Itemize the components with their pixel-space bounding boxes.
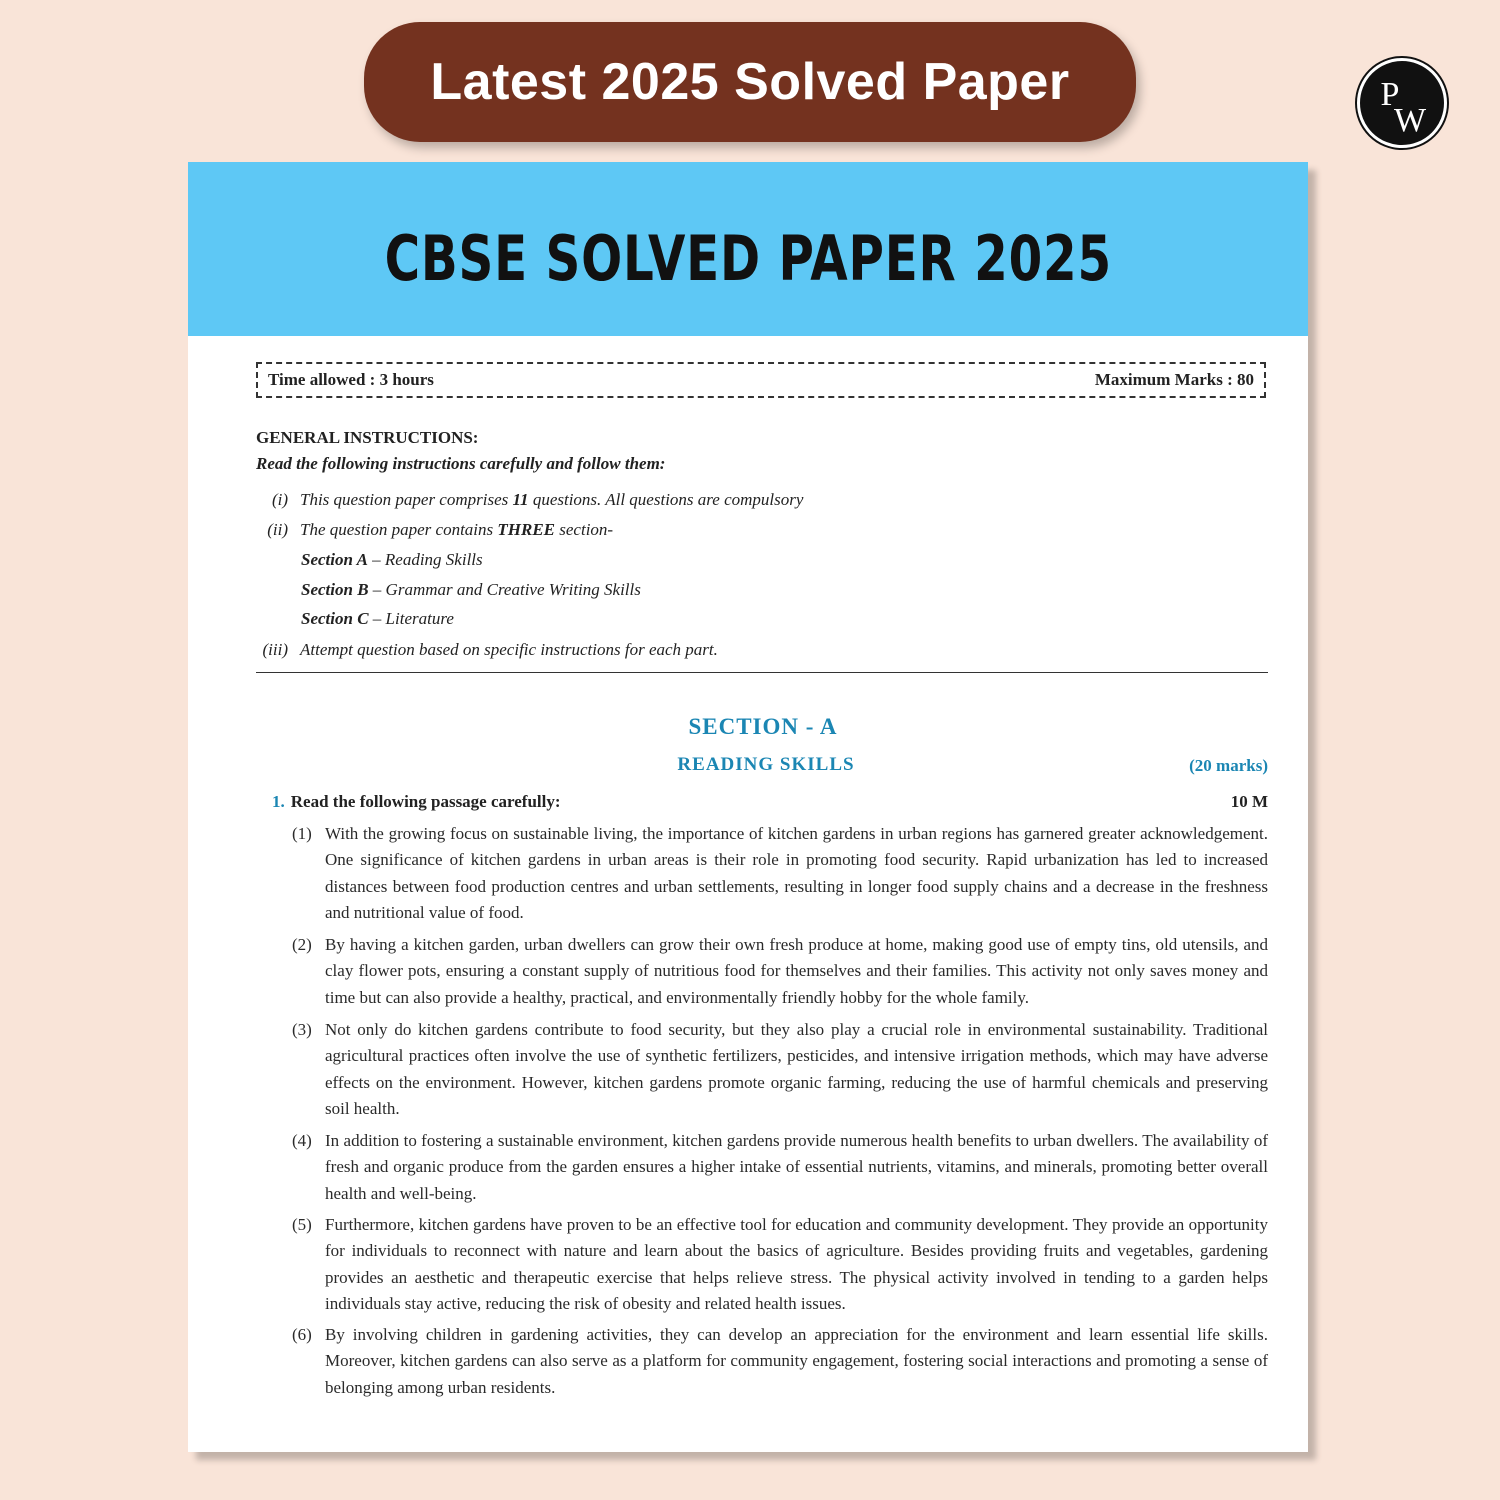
paragraph-number: (1) <box>292 824 312 843</box>
question-text: Read the following passage carefully: <box>290 792 561 811</box>
section-name: Section B <box>301 580 369 599</box>
general-instructions-subtitle: Read the following instructions carefully and follow them: <box>256 454 666 473</box>
instruction-number: (iii) <box>262 640 288 659</box>
section-desc: – Reading Skills <box>367 550 483 569</box>
exam-meta-box <box>256 362 1266 398</box>
question-1 <box>272 792 561 812</box>
title-banner <box>364 22 1136 142</box>
instruction-text: section- <box>555 520 614 539</box>
instruction-bold: THREE <box>497 520 556 539</box>
time-allowed: Time allowed : 3 hours <box>268 370 434 389</box>
passage-paragraph <box>292 821 1268 926</box>
section-name: Section A <box>301 550 368 569</box>
paragraph-number: (2) <box>292 935 312 954</box>
instruction-item <box>256 640 718 660</box>
section-list-item <box>301 609 454 629</box>
paragraph-text: Furthermore, kitchen gardens have proven to be an effective tool for education and community development. They provide an opportunity for individuals to reconnect with nature and learn about the basics of agriculture. Besides providing fruits and vegetables, gardening provides an aesthetic and therapeutic exercise that helps relieve stress. The physical activity involved in tending to a garden helps individuals stay active, reducing the risk of obesity and related health issues. <box>325 1215 1268 1313</box>
paragraph-number: (5) <box>292 1215 312 1234</box>
section-list-item <box>301 580 641 600</box>
question-number: 1. <box>272 792 285 811</box>
pw-logo <box>1357 58 1447 148</box>
svg-text:W: W <box>1393 102 1427 139</box>
instruction-text: questions. All questions are compulsory <box>528 490 804 509</box>
instruction-item <box>256 490 803 510</box>
section-marks: (20 marks) <box>1189 756 1268 775</box>
passage-paragraph <box>292 1322 1268 1401</box>
passage-paragraph <box>292 1017 1268 1122</box>
instruction-text: This question paper comprises <box>300 490 513 509</box>
passage-paragraph <box>292 1128 1268 1207</box>
instruction-number: (i) <box>271 490 288 509</box>
instruction-text: Attempt question based on specific instructions for each part. <box>300 640 718 659</box>
svg-text:P: P <box>1380 76 1400 113</box>
section-subheading: READING SKILLS <box>677 754 855 775</box>
section-list-item <box>301 550 483 570</box>
paragraph-text: With the growing focus on sustainable living, the importance of kitchen gardens in urban regions has garnered greater acknowledgement. One significance of kitchen gardens in urban areas is their role in promoting food security. Rapid urbanization has led to increased distances between food production centres and urban settlements, resulting in longer food supply chains and a decrease in the freshness and nutritional value of food. <box>325 824 1268 922</box>
paragraph-text: By having a kitchen garden, urban dwellers can grow their own fresh produce at home, making good use of empty tins, old utensils, and clay flower pots, ensuring a constant supply of nutritious food for themselves and their families. This activity not only saves money and time but can also provide a healthy, practical, and environmentally friendly hobby for the whole family. <box>325 935 1268 1007</box>
instruction-text: The question paper contains <box>300 520 498 539</box>
banner-text: Latest 2025 Solved Paper <box>430 53 1070 111</box>
maximum-marks: Maximum Marks : 80 <box>1094 370 1254 389</box>
section-heading: SECTION - A <box>688 714 838 739</box>
exam-paper <box>188 162 1308 1452</box>
section-name: Section C <box>301 609 369 628</box>
section-desc: – Grammar and Creative Writing Skills <box>368 580 641 599</box>
pw-logo-icon <box>1360 61 1444 145</box>
paragraph-text: Not only do kitchen gardens contribute to food security, but they also play a crucial role in environmental sustainability. Traditional agricultural practices often involve the use of synthetic fertilizers, pesticides, and intensive irrigation methods, which may have adverse effects on the environment. However, kitchen gardens promote organic farming, reducing the use of harmful chemicals and preserving soil health. <box>325 1020 1268 1118</box>
paper-header <box>188 162 1308 336</box>
instruction-bold: 11 <box>512 490 529 509</box>
section-desc: – Literature <box>368 609 454 628</box>
paragraph-number: (6) <box>292 1325 312 1344</box>
instruction-item <box>256 520 613 540</box>
instruction-number: (ii) <box>267 520 288 539</box>
paragraph-text: In addition to fostering a sustainable environment, kitchen gardens provide numerous health benefits to urban dwellers. The availability of fresh and organic produce from the garden ensures a higher intake of essential nutrients, vitamins, and minerals, promoting better overall health and well-being. <box>325 1131 1268 1203</box>
paper-title: CBSE SOLVED PAPER 2025 <box>384 221 1112 295</box>
general-instructions-title: GENERAL INSTRUCTIONS: <box>256 428 479 447</box>
question-marks: 10 M <box>1230 792 1268 811</box>
passage-paragraph <box>292 932 1268 1011</box>
paragraph-text: By involving children in gardening activities, they can develop an appreciation for the environment and learn essential life skills. Moreover, kitchen gardens can also serve as a platform for community engagement, fostering social interactions and promoting a sense of belonging among urban residents. <box>325 1325 1268 1397</box>
divider <box>256 672 1268 673</box>
paragraph-number: (3) <box>292 1020 312 1039</box>
paragraph-number: (4) <box>292 1131 312 1150</box>
passage-paragraph <box>292 1212 1268 1317</box>
